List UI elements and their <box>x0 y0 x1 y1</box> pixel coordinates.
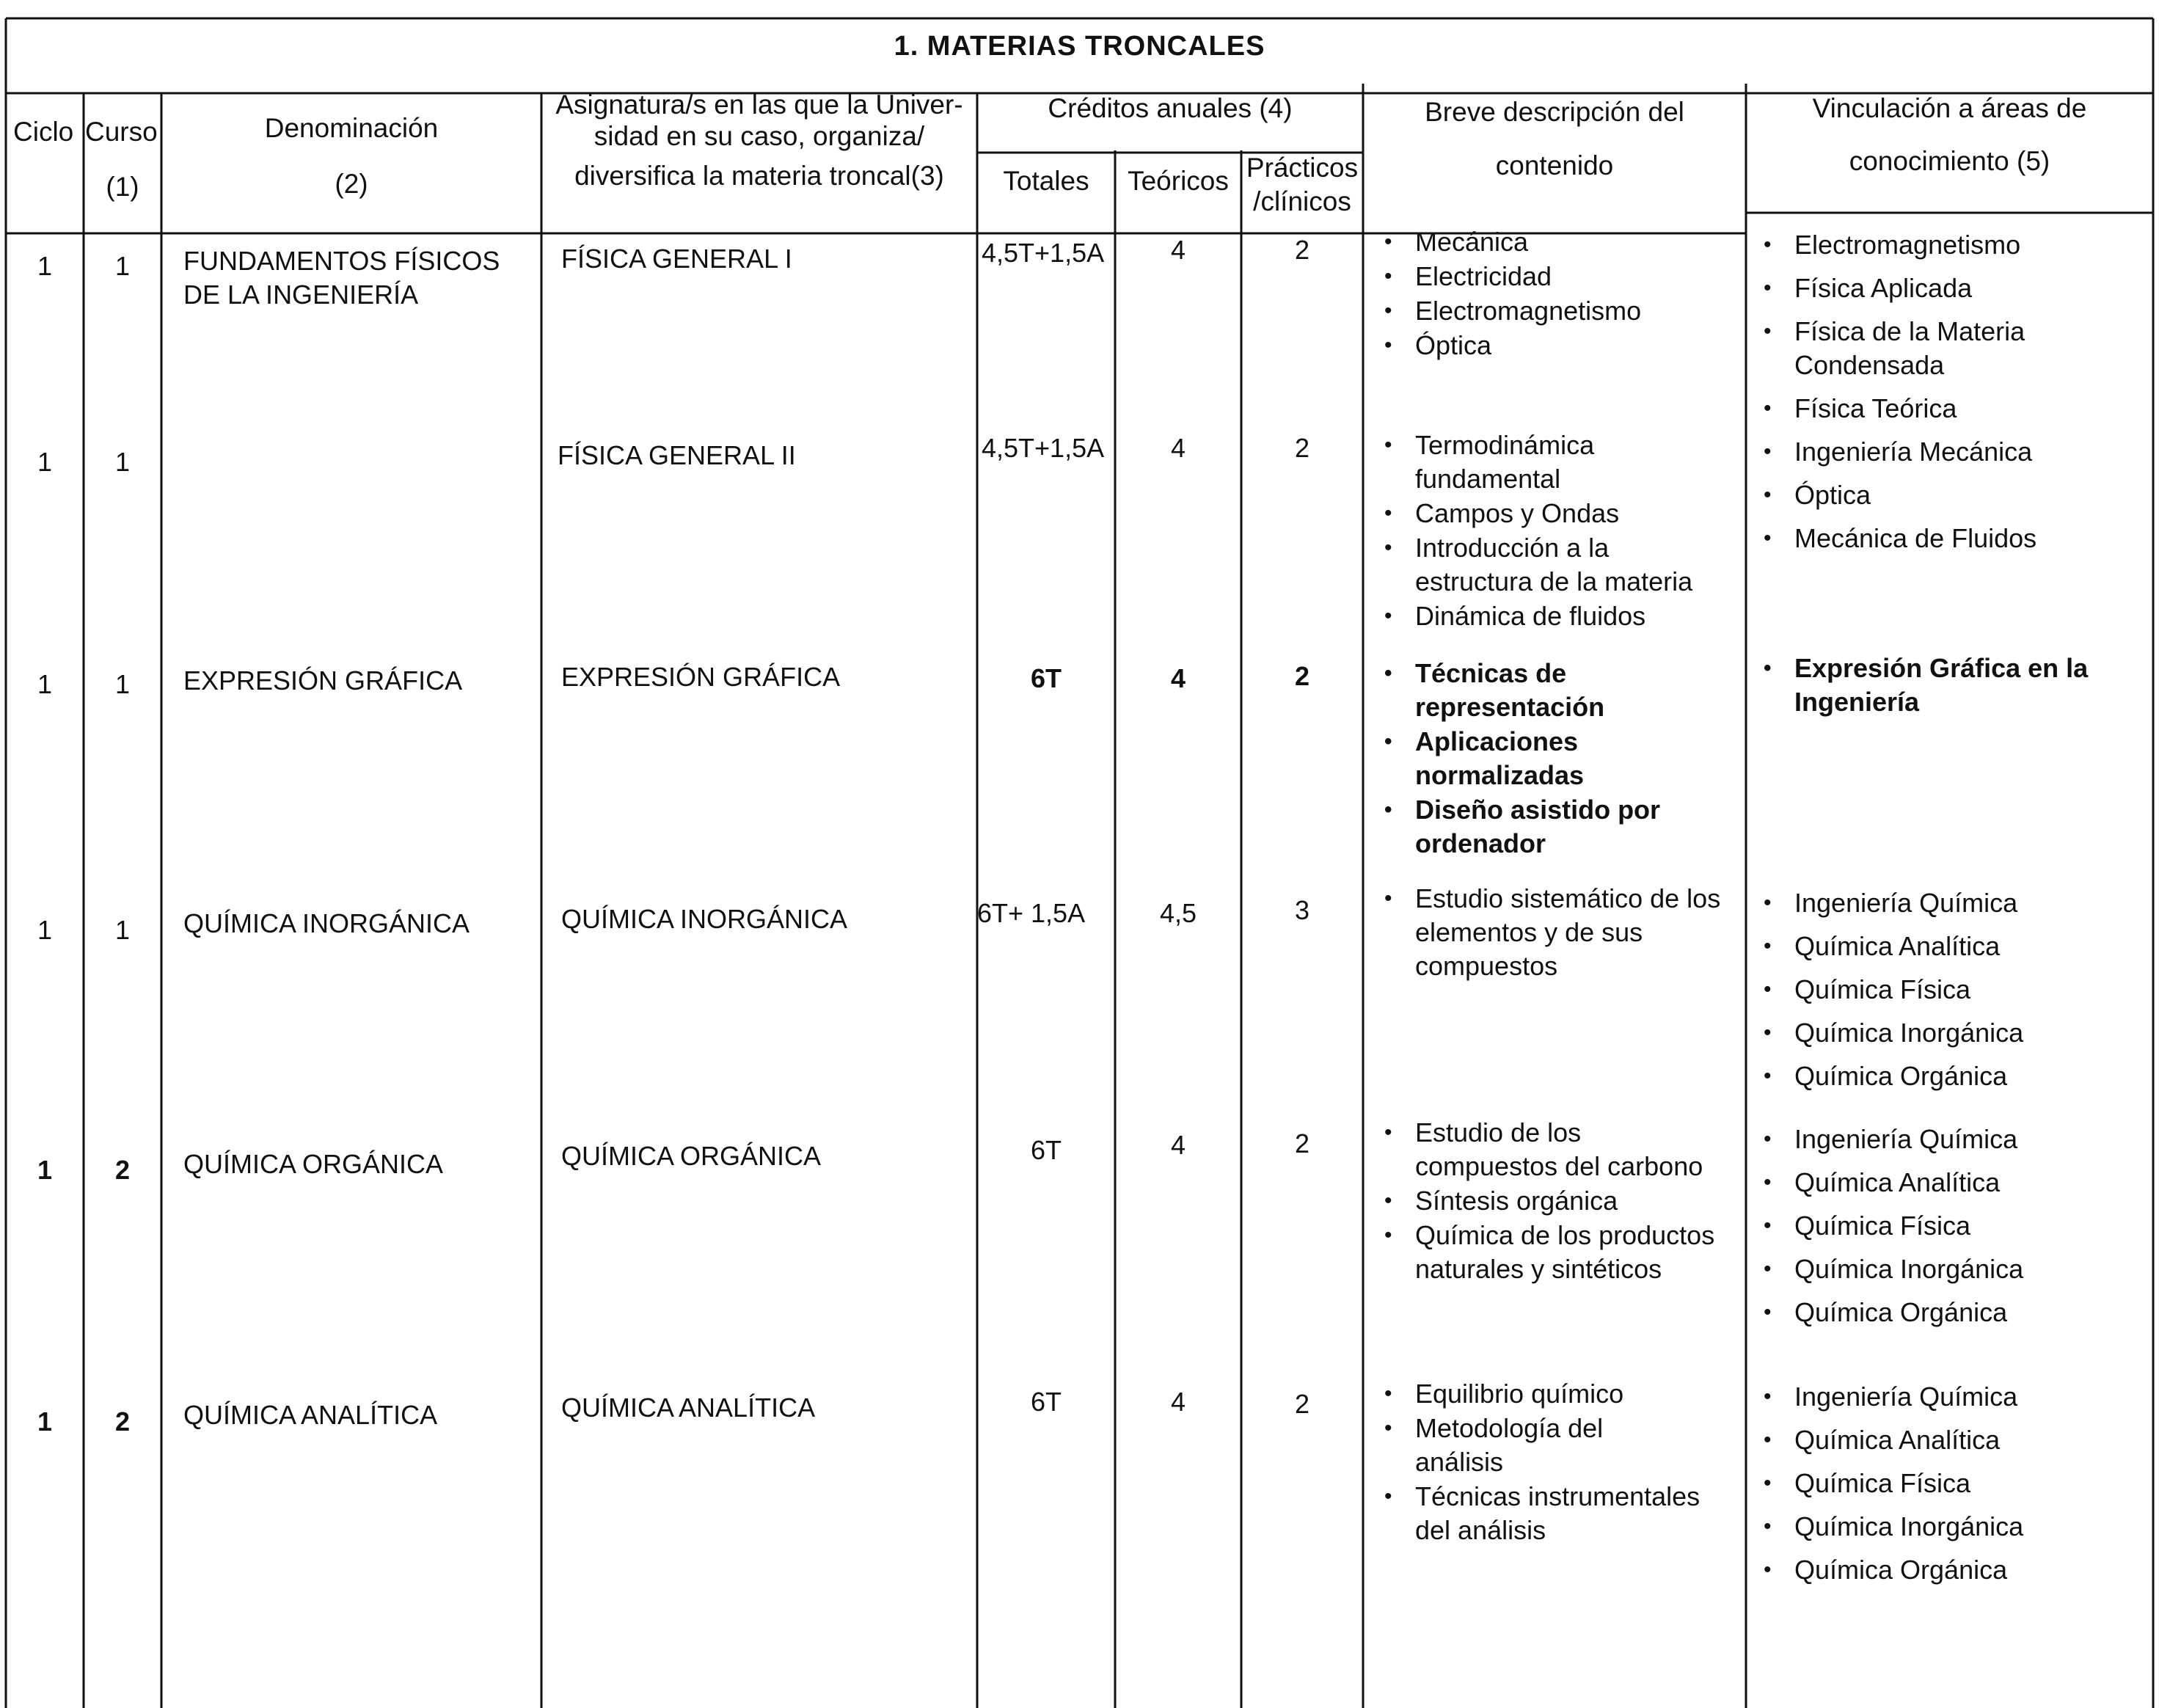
list-item: • Química Física <box>1753 1467 2105 1500</box>
row-4-practicos: 3 <box>1294 895 1310 925</box>
row-1-practicos: 2 <box>1294 235 1310 265</box>
row-5-practicos: 2 <box>1294 1128 1310 1158</box>
header-practicos-line1: Prácticos <box>1246 153 1359 183</box>
list-item: • Química Inorgánica <box>1753 1510 2105 1544</box>
header-denominacion: Denominación <box>264 113 439 143</box>
header-creditos: Créditos anuales (4) <box>1048 93 1293 123</box>
row-1-asignatura: FÍSICA GENERAL I <box>561 244 792 274</box>
row-2-teoricos: 4 <box>1170 433 1186 463</box>
list-item: • Técnicas de representación <box>1374 657 1635 724</box>
list-item: • Mecánica <box>1374 225 1697 259</box>
header-totales: Totales <box>1003 166 1089 196</box>
row-4-teoricos: 4,5 <box>1159 898 1197 928</box>
row-4-descripcion <box>1374 882 1748 984</box>
list-item: • Expresión Gráfica en la Ingeniería <box>1753 652 2139 719</box>
list-item: • Síntesis orgánica <box>1374 1184 1697 1218</box>
list-item: • Introducción a la estructura de la materia <box>1374 531 1723 599</box>
list-item: • Ingeniería Mecánica <box>1753 435 2105 469</box>
list-item: • Estudio sistemático de los elementos y de sus compuestos <box>1374 882 1760 983</box>
row-6-areas <box>1753 1380 2105 1596</box>
list-item: • Química Analítica <box>1753 930 2105 963</box>
list-item: • Electricidad <box>1374 260 1697 293</box>
row-5-curso: 2 <box>114 1155 131 1185</box>
list-item: • Química Física <box>1753 1209 2105 1243</box>
row-1-denominacion-line1: FUNDAMENTOS FÍSICOS <box>183 246 500 276</box>
header-curso: Curso <box>85 117 158 147</box>
row-5-areas <box>1753 1123 2105 1339</box>
list-item: • Metodología del análisis <box>1374 1412 1697 1479</box>
row-6-curso: 2 <box>114 1406 131 1437</box>
row-4-denominacion: QUÍMICA INORGÁNICA <box>183 908 470 938</box>
row-2-totales: 4,5T+1,5A <box>982 433 1105 463</box>
row-6-totales: 6T <box>1030 1387 1062 1417</box>
row-1-areas <box>1753 228 2105 565</box>
row-2-ciclo: 1 <box>37 447 53 477</box>
table-title: 1. MATERIAS TRONCALES <box>894 31 1265 62</box>
row-6-ciclo: 1 <box>37 1406 53 1437</box>
row-3-asignatura: EXPRESIÓN GRÁFICA <box>561 662 841 692</box>
header-descripcion-line2: contenido <box>1495 150 1614 180</box>
list-item: • Electromagnetismo <box>1753 228 2105 262</box>
list-item: • Ingeniería Química <box>1753 1380 2105 1414</box>
row-1-denominacion-line2: DE LA INGENIERÍA <box>183 280 419 310</box>
row-4-asignatura: QUÍMICA INORGÁNICA <box>561 904 848 934</box>
row-5-descripcion <box>1374 1116 1715 1287</box>
list-item: • Física de la Materia Condensada <box>1753 315 2036 382</box>
row-6-denominacion: QUÍMICA ANALÍTICA <box>183 1400 438 1430</box>
header-asignatura-line2: sidad en su caso, organiza/ <box>593 121 925 151</box>
row-3-curso: 1 <box>114 669 131 699</box>
list-item: • Equilibrio químico <box>1374 1377 1697 1411</box>
row-3-denominacion: EXPRESIÓN GRÁFICA <box>183 665 463 696</box>
row-3-areas <box>1753 652 2135 729</box>
list-item: • Física Teórica <box>1753 392 2105 426</box>
row-1-curso: 1 <box>114 251 131 281</box>
row-6-asignatura: QUÍMICA ANALÍTICA <box>561 1393 816 1423</box>
list-item: • Química Inorgánica <box>1753 1016 2105 1050</box>
list-item: • Química Analítica <box>1753 1166 2105 1200</box>
row-5-totales: 6T <box>1030 1135 1062 1165</box>
row-3-practicos: 2 <box>1294 661 1310 691</box>
row-2-practicos: 2 <box>1294 433 1310 463</box>
list-item: • Electromagnetismo <box>1374 294 1697 328</box>
list-item: • Química de los productos naturales y sintéticos <box>1374 1219 1731 1286</box>
header-vinculacion-line2: conocimiento (5) <box>1849 146 2050 176</box>
row-4-totales: 6T+ 1,5A <box>977 898 1086 928</box>
header-ciclo: Ciclo <box>13 117 74 147</box>
list-item: • Ingeniería Química <box>1753 886 2105 920</box>
list-item: • Estudio de los compuestos del carbono <box>1374 1116 1731 1183</box>
list-item: • Química Analítica <box>1753 1423 2105 1457</box>
list-item: • Mecánica de Fluidos <box>1753 522 2105 555</box>
header-descripcion-line1: Breve descripción del <box>1425 97 1684 127</box>
header-practicos-line2: /clínicos <box>1253 186 1351 216</box>
list-item: • Química Física <box>1753 973 2105 1007</box>
row-5-asignatura: QUÍMICA ORGÁNICA <box>561 1141 822 1171</box>
row-3-totales: 6T <box>1030 663 1062 693</box>
list-item: • Química Orgánica <box>1753 1553 2105 1587</box>
list-item: • Termodinámica fundamental <box>1374 428 1635 496</box>
row-4-ciclo: 1 <box>37 915 53 945</box>
header-vinculacion-line1: Vinculación a áreas de <box>1812 93 2087 123</box>
header-teoricos: Teóricos <box>1128 166 1229 196</box>
row-3-teoricos: 4 <box>1170 663 1186 693</box>
row-4-curso: 1 <box>114 915 131 945</box>
row-1-descripcion <box>1374 225 1697 363</box>
list-item: • Óptica <box>1374 329 1697 362</box>
row-5-ciclo: 1 <box>37 1155 53 1185</box>
row-3-descripcion <box>1374 657 1697 861</box>
row-5-denominacion: QUÍMICA ORGÁNICA <box>183 1149 444 1179</box>
list-item: • Química Inorgánica <box>1753 1252 2105 1286</box>
list-item: • Química Orgánica <box>1753 1296 2105 1329</box>
header-asignatura-line1: Asignatura/s en las que la Univer- <box>555 90 963 120</box>
row-1-ciclo: 1 <box>37 251 53 281</box>
list-item: • Óptica <box>1753 478 2105 512</box>
row-2-descripcion <box>1374 428 1697 634</box>
list-item: • Ingeniería Química <box>1753 1123 2105 1156</box>
list-item: • Dinámica de fluidos <box>1374 599 1697 633</box>
list-item: • Aplicaciones normalizadas <box>1374 725 1635 792</box>
header-curso-note: (1) <box>106 172 139 202</box>
row-4-areas <box>1753 886 2105 1103</box>
row-1-totales: 4,5T+1,5A <box>982 238 1105 268</box>
row-1-teoricos: 4 <box>1170 235 1186 265</box>
header-asignatura-line3: diversifica la materia troncal(3) <box>574 161 944 191</box>
list-item: • Química Orgánica <box>1753 1059 2105 1093</box>
list-item: • Diseño asistido por ordenador <box>1374 793 1694 861</box>
row-6-practicos: 2 <box>1294 1389 1310 1419</box>
row-2-asignatura: FÍSICA GENERAL II <box>558 440 796 470</box>
row-6-descripcion <box>1374 1377 1700 1548</box>
row-5-teoricos: 4 <box>1170 1130 1186 1160</box>
list-item: • Física Aplicada <box>1753 271 2105 305</box>
row-3-ciclo: 1 <box>37 669 53 699</box>
row-6-teoricos: 4 <box>1170 1387 1186 1417</box>
list-item: • Técnicas instrumentales del análisis <box>1374 1480 1731 1547</box>
row-2-curso: 1 <box>114 447 131 477</box>
list-item: • Campos y Ondas <box>1374 497 1697 530</box>
header-denominacion-note: (2) <box>335 169 368 199</box>
